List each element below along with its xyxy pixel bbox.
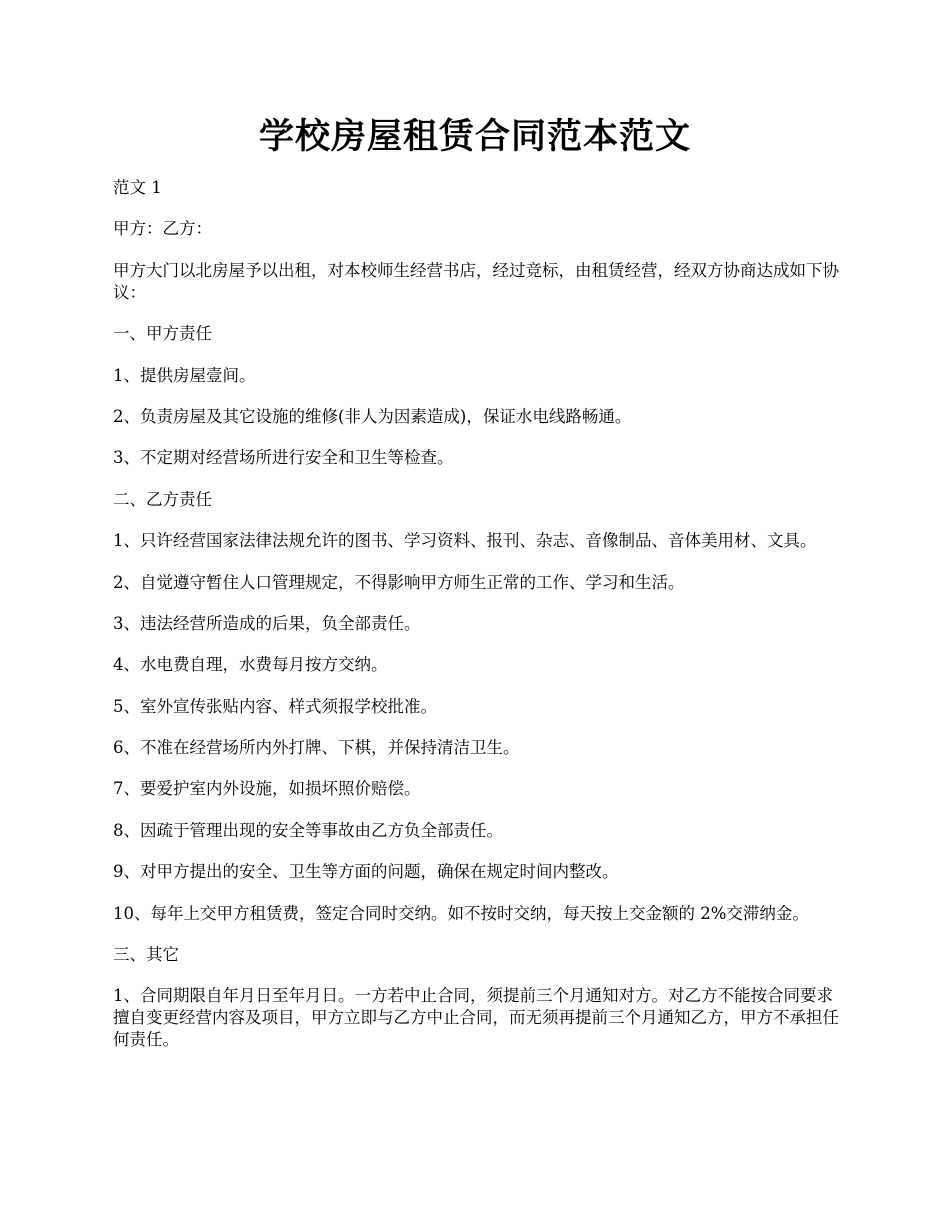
clause-other-1: 1、合同期限自年月日至年月日。一方若中止合同，须提前三个月通知对方。对乙方不能按合同要求擅自变更经营内容及项目，甲方立即与乙方中止合同，而无须再提前三个月通知乙方，甲方不承担任何责任。 bbox=[113, 986, 839, 1050]
paragraph-parties: 甲方：乙方： bbox=[113, 219, 212, 239]
clause-b-5: 5、室外宣传张贴内容、样式须报学校批准。 bbox=[113, 696, 437, 716]
clause-b-1: 1、只许经营国家法律法规允许的图书、学习资料、报刊、杂志、音像制品、音体美用材、文具。 bbox=[113, 531, 817, 551]
clause-b-4: 4、水电费自理，水费每月按方交纳。 bbox=[113, 655, 388, 675]
clause-b-2: 2、自觉遵守暂住人口管理规定，不得影响甲方师生正常的工作、学习和生活。 bbox=[113, 572, 685, 592]
document-title: 学校房屋租赁合同范本范文 bbox=[258, 116, 691, 157]
clause-b-10: 10、每年上交甲方租赁费，签定合同时交纳。如不按时交纳，每天按上交金额的 2%交滞纳金。 bbox=[113, 903, 809, 923]
clause-b-6: 6、不准在经营场所内外打牌、下棋，并保持清洁卫生。 bbox=[113, 738, 520, 758]
section-heading-party-b: 二、乙方责任 bbox=[113, 489, 212, 509]
clause-a-3: 3、不定期对经营场所进行安全和卫生等检查。 bbox=[113, 448, 454, 468]
clause-b-9: 9、对甲方提出的安全、卫生等方面的问题，确保在规定时间内整改。 bbox=[113, 862, 619, 882]
section-heading-party-a: 一、甲方责任 bbox=[113, 324, 212, 344]
clause-b-3: 3、违法经营所造成的后果，负全部责任。 bbox=[113, 613, 421, 633]
clause-b-7: 7、要爱护室内外设施，如损坏照价赔偿。 bbox=[113, 779, 421, 799]
section-heading-other: 三、其它 bbox=[113, 945, 179, 965]
paragraph-intro: 甲方大门以北房屋予以出租，对本校师生经营书店，经过竞标，由租赁经营，经双方协商达成如下协议： bbox=[113, 260, 839, 302]
clause-a-2: 2、负责房屋及其它设施的维修(非人为因素造成)，保证水电线路畅通。 bbox=[113, 406, 632, 426]
paragraph-sample-label: 范文 1 bbox=[113, 178, 162, 197]
document-body bbox=[113, 177, 841, 1071]
clause-a-1: 1、提供房屋壹间。 bbox=[113, 365, 256, 385]
clause-b-8: 8、因疏于管理出现的安全等事故由乙方负全部责任。 bbox=[113, 820, 503, 840]
